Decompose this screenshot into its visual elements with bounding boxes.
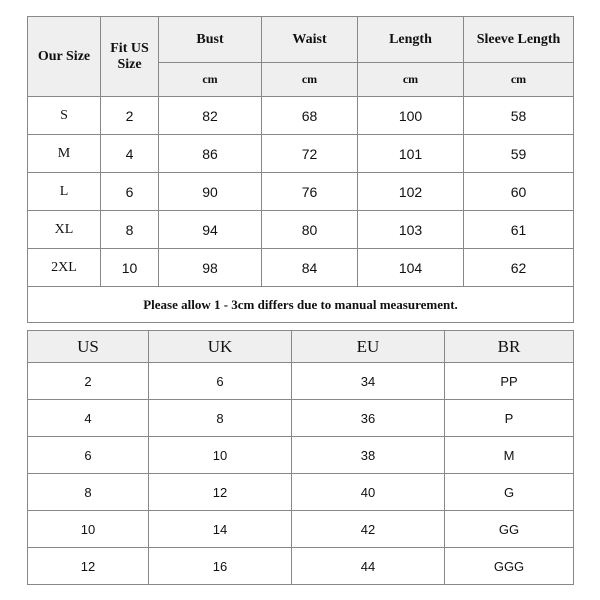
cell-eu: 34 [292, 363, 445, 400]
size-header-row [28, 17, 574, 63]
cell-bust: 98 [159, 249, 262, 287]
cell-eu: 42 [292, 511, 445, 548]
cell-bust: 82 [159, 97, 262, 135]
header-eu: EU [292, 331, 445, 363]
cell-fit-us-size: 6 [101, 173, 159, 211]
cell-fit-us-size: 2 [101, 97, 159, 135]
cell-bust: 86 [159, 135, 262, 173]
cell-uk: 14 [149, 511, 292, 548]
cell-fit-us-size: 10 [101, 249, 159, 287]
cell-br: M [445, 437, 574, 474]
cell-our-size: M [28, 135, 101, 173]
table-row [28, 97, 574, 135]
cell-our-size: XL [28, 211, 101, 249]
note-row [28, 287, 574, 323]
cell-waist: 80 [262, 211, 358, 249]
table-row [28, 548, 574, 585]
unit-waist: cm [262, 63, 358, 97]
cell-eu: 44 [292, 548, 445, 585]
cell-br: PP [445, 363, 574, 400]
conversion-header-row [28, 331, 574, 363]
cell-eu: 36 [292, 400, 445, 437]
cell-sleeve-length: 60 [464, 173, 574, 211]
table-row [28, 437, 574, 474]
cell-waist: 76 [262, 173, 358, 211]
table-row [28, 249, 574, 287]
cell-length: 101 [358, 135, 464, 173]
cell-length: 103 [358, 211, 464, 249]
cell-sleeve-length: 62 [464, 249, 574, 287]
header-bust: Bust [159, 17, 262, 63]
table-row [28, 511, 574, 548]
table-row [28, 363, 574, 400]
header-us: US [28, 331, 149, 363]
cell-us: 8 [28, 474, 149, 511]
cell-sleeve-length: 61 [464, 211, 574, 249]
cell-br: GGG [445, 548, 574, 585]
cell-bust: 94 [159, 211, 262, 249]
cell-eu: 38 [292, 437, 445, 474]
table-row [28, 173, 574, 211]
cell-waist: 72 [262, 135, 358, 173]
cell-sleeve-length: 59 [464, 135, 574, 173]
cell-uk: 6 [149, 363, 292, 400]
table-row [28, 474, 574, 511]
cell-uk: 16 [149, 548, 292, 585]
cell-length: 100 [358, 97, 464, 135]
cell-us: 4 [28, 400, 149, 437]
cell-br: GG [445, 511, 574, 548]
unit-sleeve-length: cm [464, 63, 574, 97]
cell-waist: 68 [262, 97, 358, 135]
cell-bust: 90 [159, 173, 262, 211]
cell-fit-us-size: 8 [101, 211, 159, 249]
cell-length: 104 [358, 249, 464, 287]
table-row [28, 400, 574, 437]
measurement-note: Please allow 1 - 3cm differs due to manual measurement. [28, 287, 574, 323]
size-chart-table [27, 16, 574, 323]
cell-eu: 40 [292, 474, 445, 511]
cell-uk: 12 [149, 474, 292, 511]
header-length: Length [358, 17, 464, 63]
cell-us: 10 [28, 511, 149, 548]
cell-uk: 10 [149, 437, 292, 474]
cell-our-size: L [28, 173, 101, 211]
cell-br: G [445, 474, 574, 511]
header-fit-us-size: Fit US Size [101, 17, 159, 97]
header-uk: UK [149, 331, 292, 363]
table-row [28, 211, 574, 249]
table-row [28, 135, 574, 173]
cell-us: 6 [28, 437, 149, 474]
size-conversion-table [27, 330, 574, 585]
cell-us: 2 [28, 363, 149, 400]
header-our-size: Our Size [28, 17, 101, 97]
cell-our-size: S [28, 97, 101, 135]
cell-fit-us-size: 4 [101, 135, 159, 173]
header-waist: Waist [262, 17, 358, 63]
cell-br: P [445, 400, 574, 437]
cell-length: 102 [358, 173, 464, 211]
cell-uk: 8 [149, 400, 292, 437]
cell-us: 12 [28, 548, 149, 585]
cell-waist: 84 [262, 249, 358, 287]
unit-bust: cm [159, 63, 262, 97]
unit-length: cm [358, 63, 464, 97]
header-br: BR [445, 331, 574, 363]
cell-sleeve-length: 58 [464, 97, 574, 135]
header-sleeve-length: Sleeve Length [464, 17, 574, 63]
cell-our-size: 2XL [28, 249, 101, 287]
